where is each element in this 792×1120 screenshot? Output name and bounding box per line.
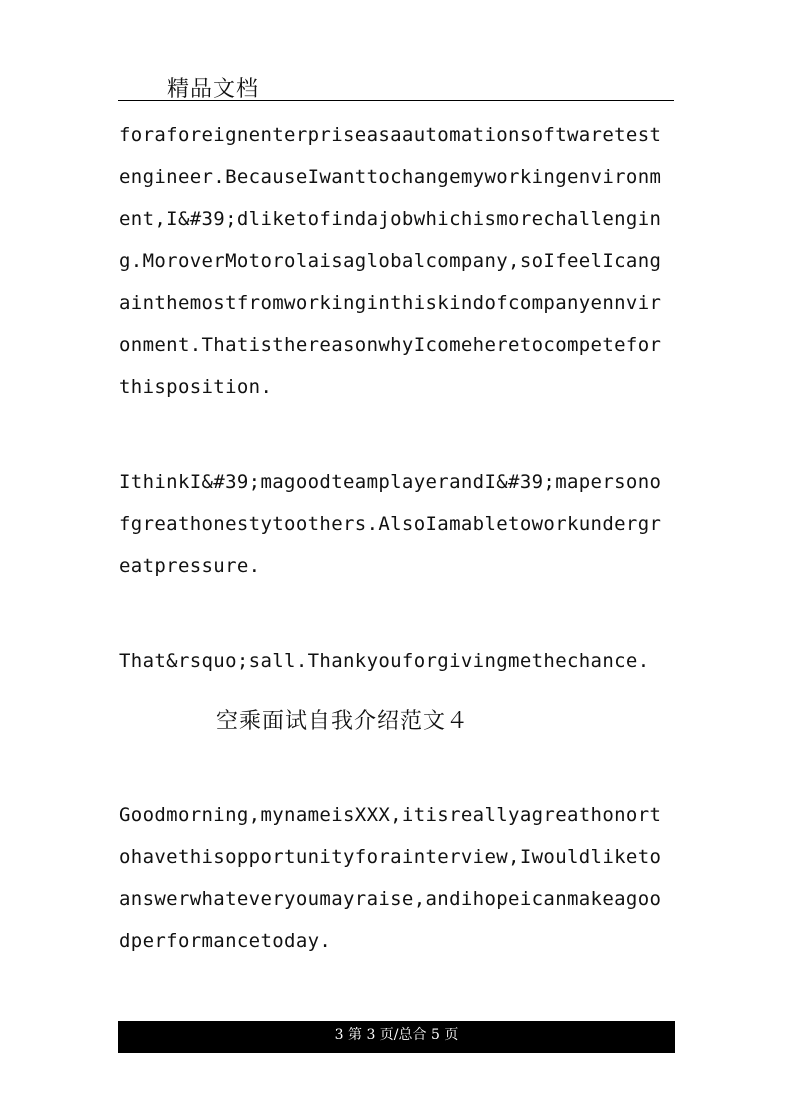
text-line: ohavethisopportunityforainterview,Iwouldliketo xyxy=(119,846,662,868)
text-line: answerwhateveryoumayraise,andihopeicanmakeagoo xyxy=(119,888,662,910)
page-number-label: 3 第 3 页/总合 5 页 xyxy=(334,1027,459,1043)
text-line: thisposition. xyxy=(119,376,273,398)
text-line: onment.ThatisthereasonwhyIcomeheretocompetefor xyxy=(119,334,662,356)
page-footer xyxy=(118,1021,675,1053)
text-line: ainthemostfromworkinginthiskindofcompanyennvir xyxy=(119,292,662,314)
header-divider xyxy=(118,100,674,101)
text-line: foraforeignenterpriseasaautomationsoftwaretest xyxy=(119,124,662,146)
text-line: fgreathonestytoothers.AlsoIamabletoworkundergr xyxy=(119,513,662,535)
text-line: engineer.BecauseIwanttochangemyworkingenvironm xyxy=(119,166,662,188)
text-line: That&rsquo;sall.Thankyouforgivingmethechance. xyxy=(119,650,650,672)
text-line: g.MoroverMotorolaisaglobalcompany,soIfeelIcang xyxy=(119,250,662,272)
text-line: IthinkI&#39;magoodteamplayerandI&#39;mapersono xyxy=(119,471,662,493)
text-line: Goodmorning,mynameisXXX,itisreallyagreathonort xyxy=(119,804,662,826)
text-line: ent,I&#39;dliketofindajobwhichismorechallengin xyxy=(119,208,662,230)
text-line: dperformancetoday. xyxy=(119,930,332,952)
text-line: eatpressure. xyxy=(119,555,261,577)
page-header-title: 精品文档 xyxy=(167,77,260,102)
section-heading: 空乘面试自我介绍范文４ xyxy=(216,709,470,734)
